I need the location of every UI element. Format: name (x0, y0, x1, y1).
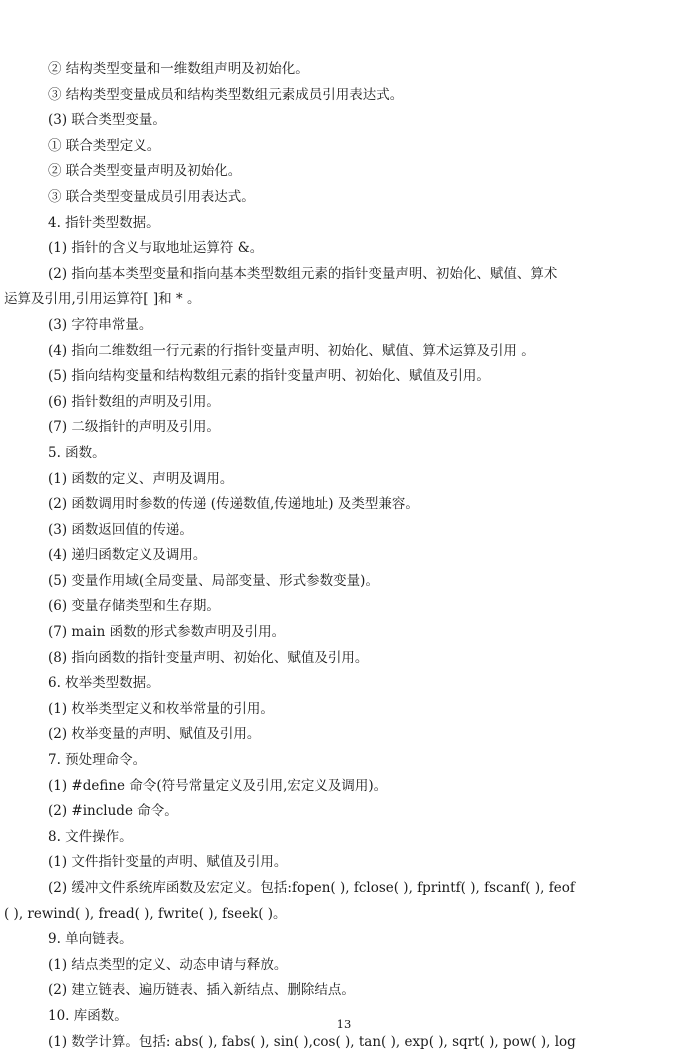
text-line: (2) 缓冲文件系统库函数及宏定义。包括:fopen( ), fclose( ), fprintf( ), fscanf( ), feof (48, 880, 575, 896)
text-line: (8) 指向函数的指针变量声明、初始化、赋值及引用。 (48, 649, 369, 666)
section-heading: 8. 文件操作。 (48, 828, 133, 845)
text-line: (1) 数学计算。包括: abs( ), fabs( ), sin( ),cos( ), tan( ), exp( ), sqrt( ), pow( ), log (48, 1033, 576, 1050)
text-line: ② 结构类型变量和一维数组声明及初始化。 (48, 61, 309, 77)
text-line: (3) 字符串常量。 (48, 316, 153, 333)
text-line: (5) 指向结构变量和结构数组元素的指针变量声明、初始化、赋值及引用。 (48, 368, 490, 385)
text-line: (2) 枚举变量的声明、赋值及引用。 (48, 726, 261, 743)
text-line: (5) 变量作用域(全局变量、局部变量、形式参数变量)。 (48, 572, 379, 589)
text-line: ③ 联合类型变量成员引用表达式。 (48, 188, 255, 205)
text-line: ② 联合类型变量声明及初始化。 (48, 163, 242, 180)
text-line: (1) 结点类型的定义、动态申请与释放。 (48, 956, 288, 973)
text-line: (6) 变量存储类型和生存期。 (48, 598, 220, 615)
text-line: (2) 建立链表、遍历链表、插入新结点、删除结点。 (48, 982, 355, 999)
text-line: (2) 指向基本类型变量和指向基本类型数组元素的指针变量声明、初始化、赋值、算术 (48, 265, 558, 282)
text-line: (1) #define 命令(符号常量定义及引用,宏定义及调用)。 (48, 777, 388, 794)
text-line-continuation: 运算及引用,引用运算符[ ]和 * 。 (4, 291, 201, 308)
text-line: (1) 文件指针变量的声明、赋值及引用。 (48, 854, 288, 871)
text-line: ① 联合类型定义。 (48, 137, 161, 154)
section-heading: 9. 单向链表。 (48, 931, 133, 948)
text-line: (4) 指向二维数组一行元素的行指针变量声明、初始化、赋值、算术运算及引用 。 (48, 342, 535, 359)
text-line: (7) 二级指针的声明及引用。 (48, 419, 220, 436)
text-line-continuation: ( ), rewind( ), fread( ), fwrite( ), fseek( )。 (4, 905, 287, 922)
text-line: (1) 函数的定义、声明及调用。 (48, 470, 234, 487)
text-line: (3) 函数返回值的传递。 (48, 521, 193, 538)
text-body (0, 57, 688, 1055)
section-heading: 10. 库函数。 (48, 1007, 128, 1024)
section-heading: 5. 函数。 (48, 444, 106, 461)
section-heading: 7. 预处理命令。 (48, 752, 147, 769)
text-line: (1) 枚举类型定义和枚举常量的引用。 (48, 700, 274, 717)
section-heading: 4. 指针类型数据。 (48, 214, 160, 231)
text-line: (4) 递归函数定义及调用。 (48, 547, 207, 564)
text-line: (6) 指针数组的声明及引用。 (48, 393, 220, 410)
text-line: ③ 结构类型变量成员和结构类型数组元素成员引用表达式。 (48, 86, 404, 103)
text-line: (2) 函数调用时参数的传递 (传递数值,传递地址) 及类型兼容。 (48, 496, 419, 513)
text-line: (3) 联合类型变量。 (48, 112, 166, 129)
text-line: (2) #include 命令。 (48, 803, 178, 820)
text-line: (7) main 函数的形式参数声明及引用。 (48, 624, 286, 641)
text-line: (1) 指针的含义与取地址运算符 &。 (48, 240, 264, 257)
section-heading: 6. 枚举类型数据。 (48, 675, 160, 692)
page-number: 13 (336, 1017, 352, 1031)
